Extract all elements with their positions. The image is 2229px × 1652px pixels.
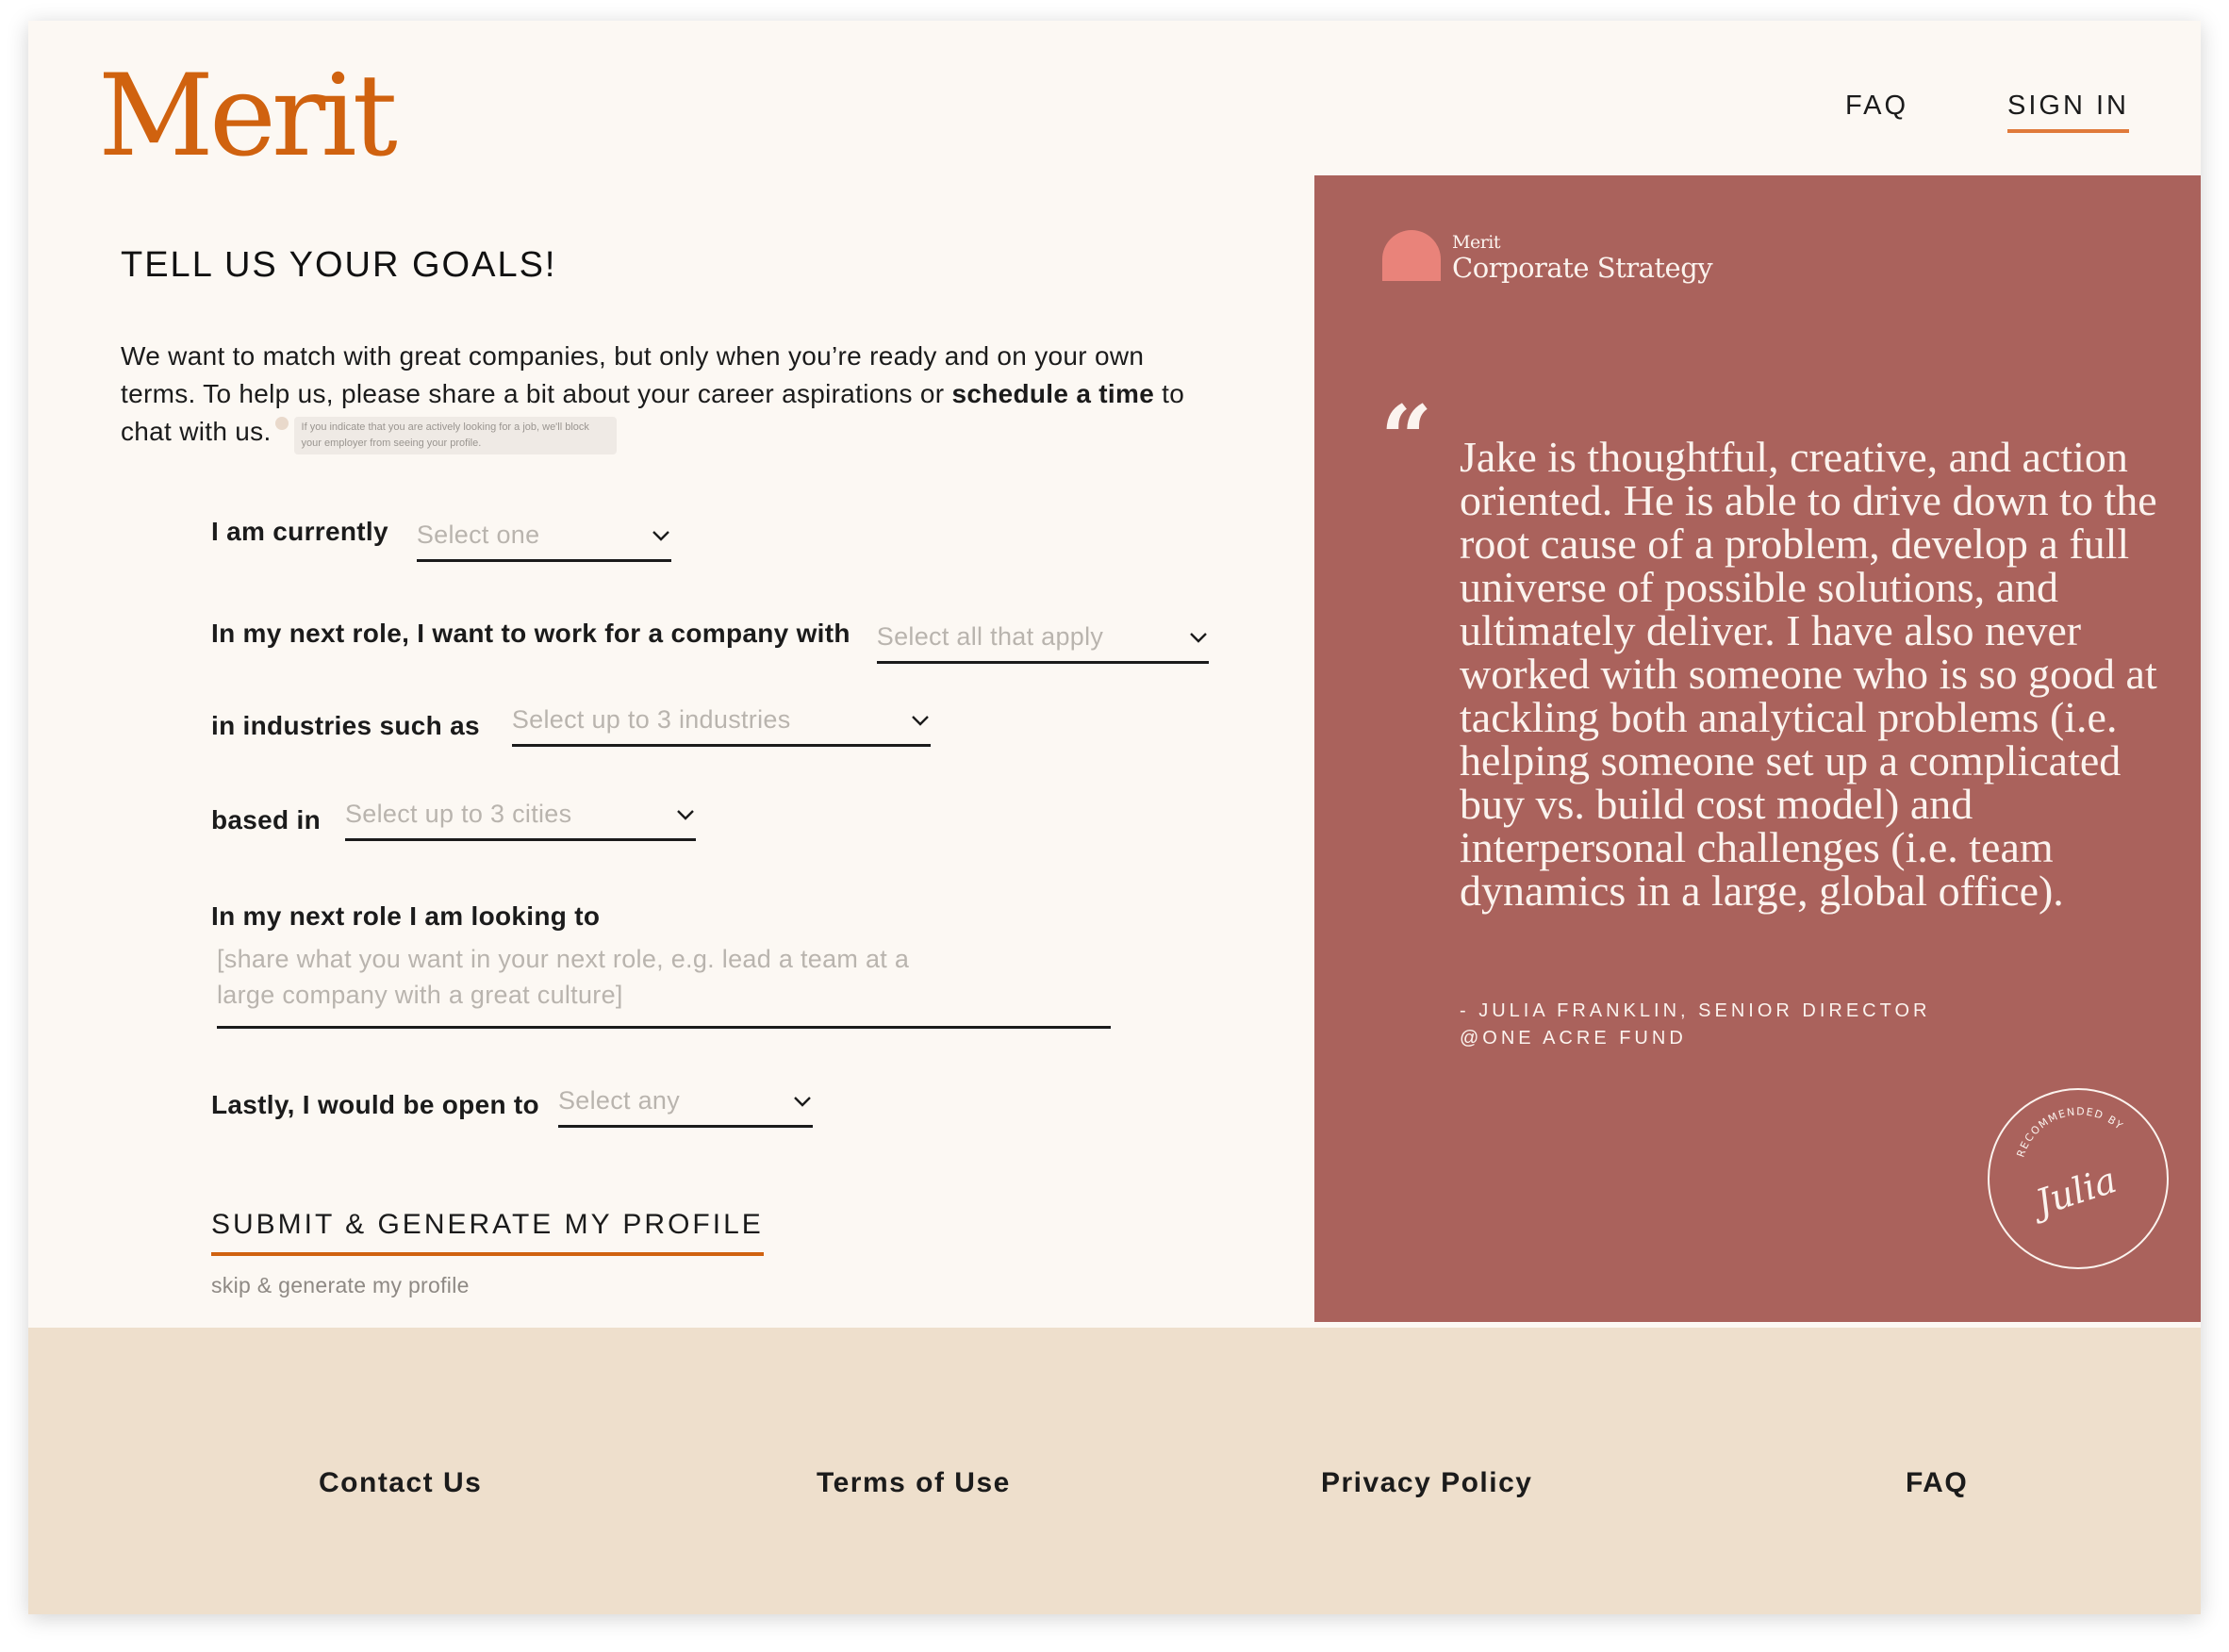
field-label-looking: In my next role I am looking to: [211, 901, 601, 931]
footer: [28, 1328, 2201, 1614]
intro-tail: to chat with us.: [121, 379, 1185, 446]
intro-body: We want to match with great companies, but only when you’re ready and on your own terms. To help us, please share a bit about your career aspirations or: [121, 341, 1145, 408]
nav-sign-in-link[interactable]: SIGN IN: [2007, 91, 2129, 133]
open-to-select[interactable]: [558, 1086, 813, 1128]
field-based: [211, 800, 696, 841]
chevron-down-icon: [1188, 631, 1209, 644]
arch-logo-icon: [1382, 230, 1441, 281]
footer-contact-link[interactable]: Contact Us: [319, 1467, 483, 1498]
page-card: [28, 21, 2201, 1614]
skip-link[interactable]: skip & generate my profile: [211, 1273, 470, 1297]
industries-select[interactable]: [512, 705, 931, 747]
chevron-down-icon: [651, 529, 671, 542]
field-label: In my next role, I want to work for a company with: [211, 619, 850, 648]
field-company: [211, 619, 1209, 664]
field-label: in industries such as: [211, 711, 480, 740]
intro-text: [121, 338, 1196, 454]
page-title: TELL US YOUR GOALS!: [121, 245, 557, 285]
select-placeholder: Select up to 3 cities: [345, 800, 572, 828]
brand-small: Merit: [1452, 232, 1500, 253]
field-label: Lastly, I would be open to: [211, 1090, 539, 1119]
quote-mark-icon: “: [1380, 386, 1433, 492]
chevron-down-icon: [910, 714, 931, 727]
select-placeholder: Select all that apply: [876, 622, 1104, 651]
testimonial-attribution: [1460, 998, 2025, 1052]
attribution-name: - JULIA FRANKLIN, SENIOR DIRECTOR: [1460, 1000, 1931, 1021]
field-currently: [211, 517, 671, 562]
company-select[interactable]: [877, 622, 1209, 664]
testimonial-panel: [1314, 175, 2201, 1322]
footer-faq-link[interactable]: FAQ: [1906, 1467, 1969, 1498]
footer-terms-link[interactable]: Terms of Use: [817, 1467, 1011, 1498]
schedule-time-link[interactable]: schedule a time: [951, 379, 1155, 408]
nav-faq-link[interactable]: FAQ: [1845, 91, 1909, 121]
select-placeholder: Select up to 3 industries: [511, 705, 791, 734]
select-placeholder: Select one: [416, 520, 540, 549]
privacy-tooltip: If you indicate that you are actively looking for a job, we'll block your employer from seeing your profile.: [294, 417, 617, 454]
recommended-stamp-icon: [1986, 1086, 2171, 1271]
footer-privacy-link[interactable]: Privacy Policy: [1321, 1467, 1533, 1498]
attribution-org: @ONE ACRE FUND: [1460, 1028, 1687, 1049]
cities-select[interactable]: [345, 800, 696, 841]
chevron-down-icon: [675, 808, 696, 821]
field-label: based in: [211, 805, 321, 834]
currently-select[interactable]: [417, 520, 671, 562]
field-industries: [211, 705, 931, 747]
panel-brand: [1452, 232, 1712, 283]
textarea-placeholder: [share what you want in your next role, e.g. lead a team at a large company with a great culture]: [217, 945, 910, 1009]
svg-text:RECOMMENDED BY: [2014, 1105, 2125, 1159]
submit-button[interactable]: SUBMIT & GENERATE MY PROFILE: [211, 1209, 764, 1256]
stamp-text: RECOMMENDED BY: [2014, 1105, 2126, 1159]
merit-logo[interactable]: Merit: [98, 51, 393, 182]
field-label: I am currently: [211, 517, 388, 546]
next-role-textarea[interactable]: [217, 941, 1111, 1029]
chevron-down-icon: [792, 1095, 813, 1108]
info-icon[interactable]: [275, 417, 289, 430]
brand-category: Corporate Strategy: [1452, 252, 1713, 284]
select-placeholder: Select any: [557, 1086, 681, 1115]
stamp-signature: Julia: [2030, 1159, 2122, 1224]
field-open-to: [211, 1086, 813, 1128]
testimonial-quote: Jake is thoughtful, creative, and action oriented. He is able to drive down to the root cause of a problem, develop a full universe of possible solutions, and ultimately deliver. I have also never worked with someone who is so good at tackling both analytical problems (i.e. helping someone set up a complicated buy vs. build cost model) and interpersonal challenges (i.e. team dynamics in a large, global office).: [1460, 433, 2157, 915]
